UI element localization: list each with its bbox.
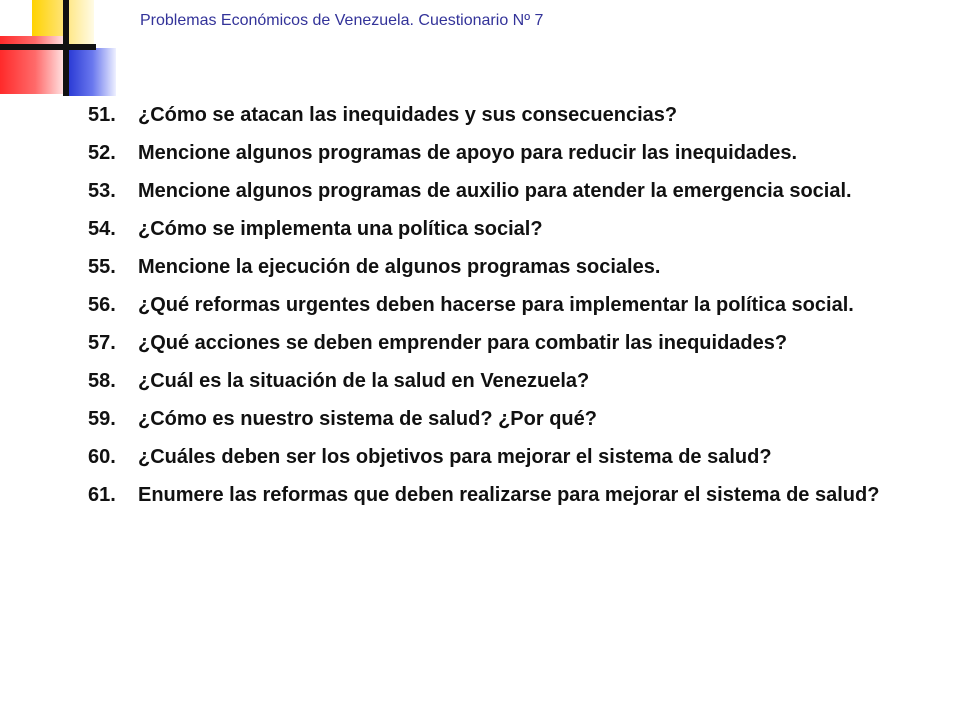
logo-blue-block [64, 48, 116, 96]
list-item [88, 136, 928, 170]
question-number: 58. [88, 370, 116, 392]
list-item [88, 288, 928, 322]
question-number: 52. [88, 142, 116, 164]
list-item [88, 250, 928, 284]
question-text: Enumere las reformas que deben realizarse para mejorar el sistema de salud? [138, 484, 880, 506]
question-text: ¿Cuáles deben ser los objetivos para mejorar el sistema de salud? [138, 446, 772, 468]
question-text: ¿Cuál es la situación de la salud en Venezuela? [138, 370, 590, 392]
list-item [88, 326, 928, 360]
question-text: ¿Cómo es nuestro sistema de salud? ¿Por qué? [138, 408, 597, 430]
question-number: 60. [88, 446, 116, 468]
list-item [88, 212, 928, 246]
question-text: Mencione algunos programas de auxilio para atender la emergencia social. [138, 180, 852, 202]
question-number: 59. [88, 408, 116, 430]
question-number: 56. [88, 294, 116, 316]
list-item [88, 174, 928, 208]
list-item [88, 440, 928, 474]
list-item [88, 402, 928, 436]
question-text: Mencione algunos programas de apoyo para reducir las inequidades. [138, 142, 798, 164]
list-item [88, 478, 928, 512]
question-text: ¿Qué acciones se deben emprender para combatir las inequidades? [138, 332, 788, 354]
question-number: 57. [88, 332, 116, 354]
question-number: 61. [88, 484, 116, 506]
list-item [88, 364, 928, 398]
question-text: ¿Cómo se atacan las inequidades y sus consecuencias? [138, 104, 678, 126]
page-title: Problemas Económicos de Venezuela. Cuestionario Nº 7 [140, 12, 544, 29]
question-number: 54. [88, 218, 116, 240]
question-text: ¿Cómo se implementa una política social? [138, 218, 543, 240]
question-list [88, 98, 928, 516]
question-number: 51. [88, 104, 116, 126]
question-text: ¿Qué reformas urgentes deben hacerse para implementar la política social. [138, 294, 854, 316]
list-item [88, 98, 928, 132]
question-number: 53. [88, 180, 116, 202]
question-text: Mencione la ejecución de algunos programas sociales. [138, 256, 661, 278]
question-number: 55. [88, 256, 116, 278]
logo-horizontal-line [0, 44, 96, 50]
